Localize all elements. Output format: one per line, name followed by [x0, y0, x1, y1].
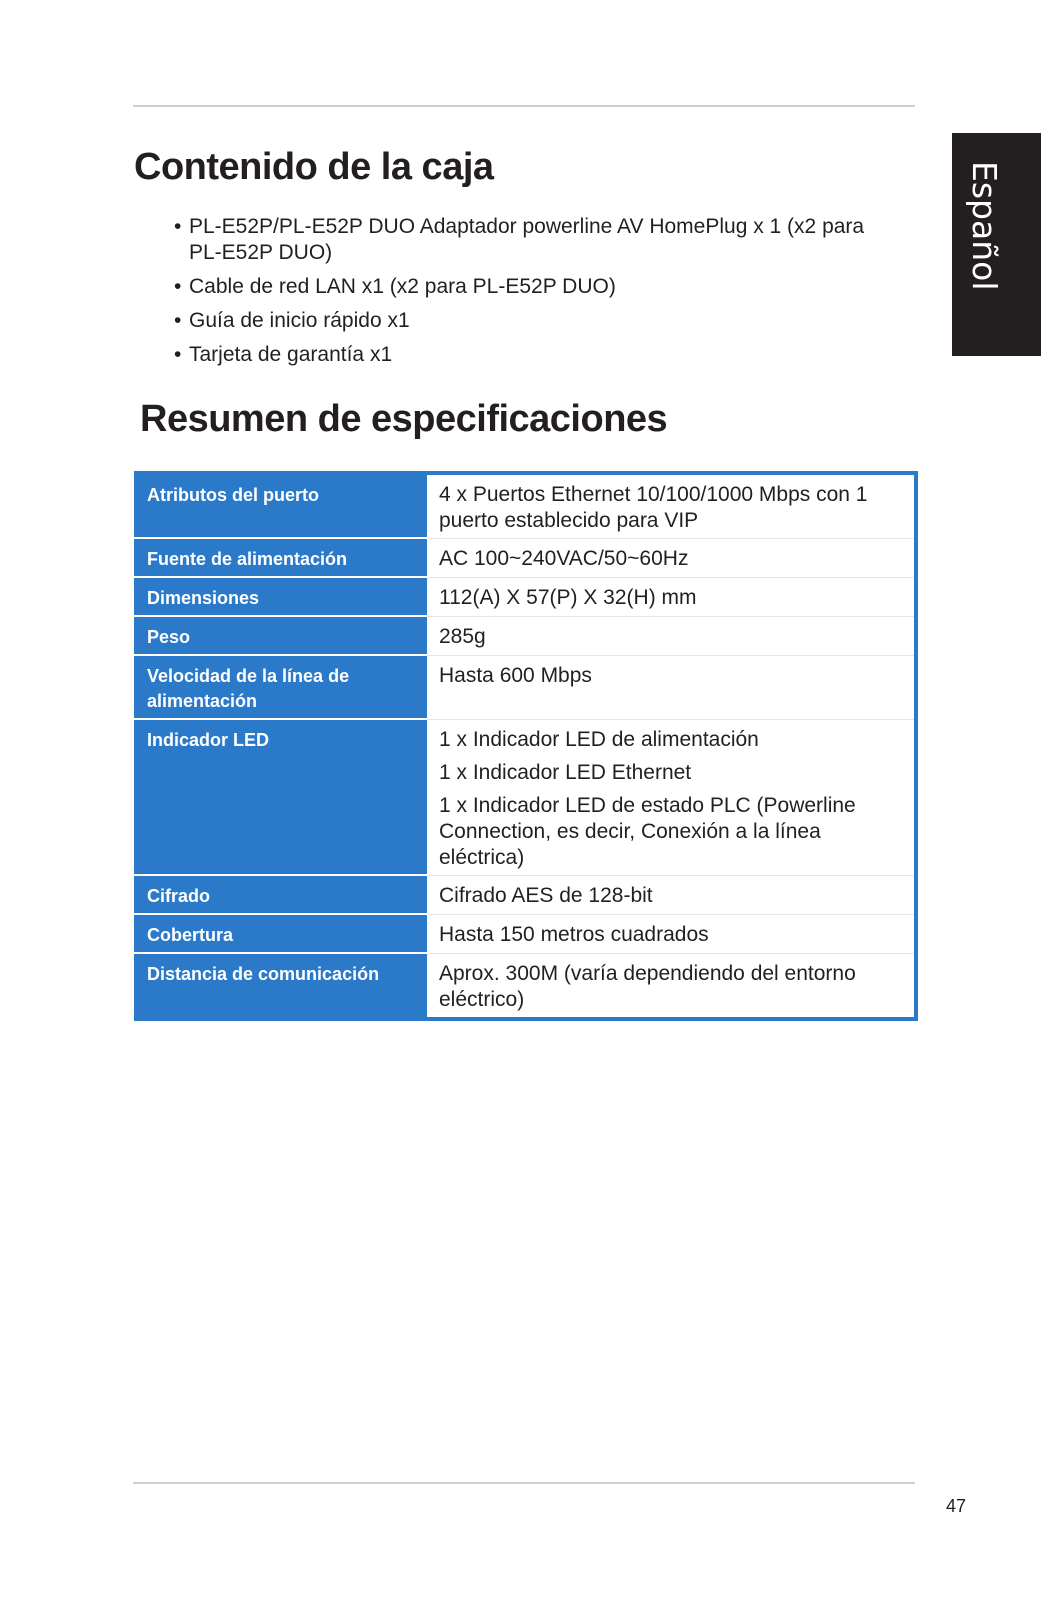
spec-label	[134, 915, 427, 954]
list-item-line: Guía de inicio rápido x1	[189, 309, 410, 332]
spec-value-line: Hasta 150 metros cuadrados	[439, 923, 709, 946]
spec-value-line: AC 100~240VAC/50~60Hz	[439, 547, 689, 570]
spec-value-line: 1 x Indicador LED de estado PLC (Powerline	[439, 794, 856, 817]
spec-value	[427, 578, 914, 617]
spec-label	[134, 954, 427, 1017]
spec-value-line: eléctrica)	[439, 846, 525, 869]
spec-label	[134, 475, 427, 539]
list-item-line: PL-E52P DUO)	[189, 241, 333, 264]
table-row	[134, 876, 914, 915]
table-row	[134, 915, 914, 954]
spec-label	[134, 876, 427, 915]
spec-label-text: Distancia de comunicación	[147, 964, 380, 984]
table-row	[134, 656, 914, 720]
spec-label-text: Cifrado	[147, 886, 210, 906]
spec-value-line: Cifrado AES de 128-bit	[439, 884, 653, 907]
spec-value	[427, 876, 914, 915]
spec-value-line: eléctrico)	[439, 988, 525, 1011]
spec-value-line: Aprox. 300M (varía dependiendo del entorno	[439, 962, 856, 985]
spec-label	[134, 720, 427, 876]
top-rule	[133, 105, 915, 107]
table-row	[134, 720, 914, 876]
bottom-rule	[133, 1482, 915, 1484]
spec-value-line: puerto establecido para VIP	[439, 509, 699, 532]
spec-label	[134, 578, 427, 617]
list-item-line: Tarjeta de garantía x1	[189, 343, 393, 366]
spec-value	[427, 656, 914, 720]
spec-label-text: Indicador LED	[147, 730, 270, 750]
language-tab	[952, 133, 1041, 356]
list-item	[174, 214, 894, 266]
table-row	[134, 475, 914, 539]
spec-value-line: 1 x Indicador LED Ethernet	[439, 761, 692, 784]
spec-label	[134, 617, 427, 656]
list-item	[174, 308, 894, 334]
spec-label-text: Fuente de alimentación	[147, 549, 348, 569]
spec-value	[427, 617, 914, 656]
list-item-line: Cable de red LAN x1 (x2 para PL-E52P DUO)	[189, 275, 616, 298]
spec-label-text: alimentación	[147, 691, 258, 711]
spec-label-text: Atributos del puerto	[147, 485, 319, 505]
box-contents-list	[174, 214, 894, 376]
spec-label-text: Cobertura	[147, 925, 234, 945]
spec-value-line: Hasta 600 Mbps	[439, 664, 592, 687]
spec-label-text: Velocidad de la línea de	[147, 666, 350, 686]
spec-value-line: 4 x Puertos Ethernet 10/100/1000 Mbps con 1	[439, 483, 868, 506]
section-title-specs: Resumen de especificaciones	[140, 398, 668, 440]
list-item	[174, 342, 894, 368]
spec-value	[427, 539, 914, 578]
spec-value-line: Connection, es decir, Conexión a la línea	[439, 820, 821, 843]
spec-value	[427, 475, 914, 539]
section-title-box-contents: Contenido de la caja	[134, 146, 494, 188]
table-row	[134, 578, 914, 617]
list-item-line: • PL-E52P/PL-E52P DUO Adaptador powerline AV HomePlug x 1 (x2 para	[189, 215, 865, 238]
spec-label-text: Peso	[147, 627, 191, 647]
spec-value-line: 1 x Indicador LED de alimentación	[439, 728, 759, 751]
table-row	[134, 617, 914, 656]
spec-label-text: Dimensiones	[147, 588, 260, 608]
spec-value	[427, 954, 914, 1017]
table-row	[134, 954, 914, 1017]
spec-value	[427, 720, 914, 876]
spec-table	[134, 471, 918, 1021]
page-number: 47	[946, 1496, 967, 1516]
spec-label	[134, 539, 427, 578]
list-item	[174, 274, 894, 300]
spec-label	[134, 656, 427, 720]
spec-value	[427, 915, 914, 954]
spec-value-line: 285g	[439, 625, 486, 648]
table-row	[134, 539, 914, 578]
language-tab-label: Español	[965, 161, 1004, 291]
spec-value-line: 112(A) X 57(P) X 32(H) mm	[439, 586, 697, 609]
